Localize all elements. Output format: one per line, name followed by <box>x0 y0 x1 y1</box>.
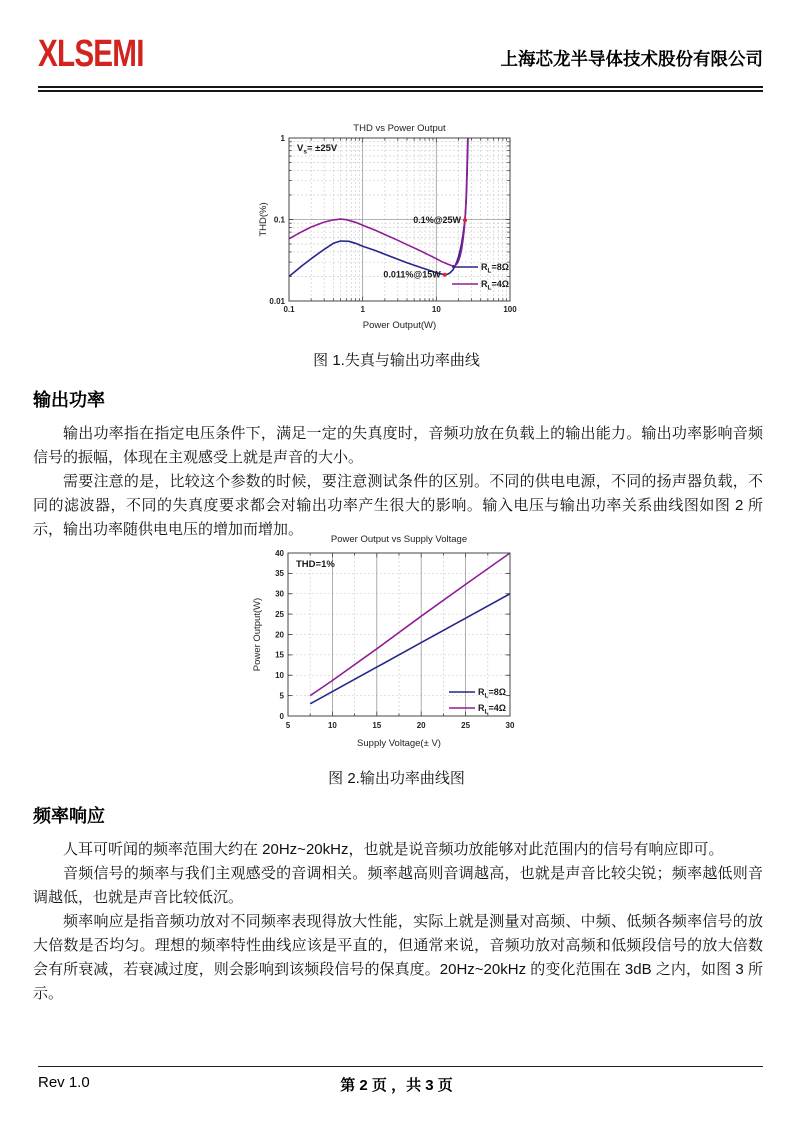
paragraph-frequency-2: 音频信号的频率与我们主观感受的音调相关。频率越高则音调越高，也就是声音比较尖锐；频率越低则音调越低，也就是声音比较低沉。 <box>33 865 763 906</box>
svg-text:1: 1 <box>359 305 365 314</box>
svg-text:0.011%@15W: 0.011%@15W <box>382 269 441 280</box>
svg-text:RL=8Ω: $R_L=8\Omega$ <box>477 687 506 700</box>
svg-text:THD vs Power Output: THD vs Power Output <box>352 123 446 134</box>
svg-text:0.1: 0.1 <box>273 215 285 225</box>
svg-text:RL=8Ω: $R_L=8\Omega$ <box>480 262 509 275</box>
svg-text:15: 15 <box>371 721 381 730</box>
svg-text:30: 30 <box>274 589 284 599</box>
figure-1 <box>0 118 793 370</box>
figure2-caption: 图 2.输出功率曲线图 <box>328 770 465 787</box>
footer-page-number: 第 2 页 ，共 3 页 <box>340 1077 453 1094</box>
footer-revision: Rev 1.0 <box>38 1074 90 1091</box>
svg-text:15: 15 <box>274 650 284 660</box>
paragraph-frequency-1: 人耳可听闻的频率范围大约在 20Hz~20kHz，也就是说音频功放能够对此范围内的信号有响应即可。 <box>63 841 724 858</box>
power-vs-supply-voltage-chart <box>251 528 543 754</box>
paragraph-output-power-1: 输出功率指在指定电压条件下，满足一定的失真度时，音频功放在负载上的输出能力。输出功率影响音频信号的振幅，体现在主观感受上就是声音的大小。 <box>33 425 763 466</box>
svg-text:Power Output(W): Power Output(W) <box>251 597 263 672</box>
section-frequency-response <box>33 802 763 1006</box>
svg-text:THD=1%: THD=1% <box>295 559 335 570</box>
svg-text:20: 20 <box>416 721 426 730</box>
svg-text:0.1: 0.1 <box>282 305 295 314</box>
svg-text:0: 0 <box>279 711 284 721</box>
svg-text:35: 35 <box>274 569 284 579</box>
svg-text:100: 100 <box>502 305 517 314</box>
section-output-power <box>33 386 763 542</box>
svg-text:Power Output vs Supply Voltage: Power Output vs Supply Voltage <box>330 534 467 545</box>
section-heading-frequency-response: 频率响应 <box>33 806 105 826</box>
figure1-caption: 图 1.失真与输出功率曲线 <box>313 352 480 369</box>
svg-text:RL=4Ω: $R_L=4\Omega$ <box>480 279 509 292</box>
paragraph-output-power-2: 需要注意的是，比较这个参数的时候，要注意测试条件的区别。不同的供电电源，不同的扬声器负载，不同的滤波器，不同的失真度要求都会对输出功率产生很大的影响。输入电压与输出功率关系曲线图如图 2 所示，输出功率随供电电压的增加而增加。 <box>33 473 763 538</box>
svg-text:20: 20 <box>274 630 284 640</box>
svg-text:10: 10 <box>327 721 337 730</box>
company-logo: XLSEMI <box>38 33 144 75</box>
svg-text:5: 5 <box>279 691 284 701</box>
svg-text:25: 25 <box>460 721 470 730</box>
footer-rule <box>38 1066 763 1067</box>
svg-text:10: 10 <box>431 305 441 314</box>
page-header <box>38 34 763 74</box>
svg-text:1: 1 <box>280 133 285 143</box>
svg-text:0.1%@25W: 0.1%@25W <box>412 215 461 226</box>
svg-text:0.01: 0.01 <box>268 296 285 306</box>
svg-text:40: 40 <box>274 548 284 558</box>
header-rule <box>38 86 763 92</box>
svg-text:THD(%): THD(%) <box>257 202 269 237</box>
paragraph-frequency-3: 频率响应是指音频功放对不同频率表现得放大性能，实际上就是测量对高频、中频、低频各频率信号的放大倍数是否均匀。理想的频率特性曲线应该是平直的，但通常来说，音频功放对高频和低频段信号的放大倍数会有所衰减，若衰减过度，则会影响到该频段信号的保真度。20Hz~20kHz 的变化范围在 3dB 之内，如图 3 所示。 <box>33 913 763 1002</box>
svg-text:RL=4Ω: $R_L=4\Omega$ <box>477 703 506 716</box>
svg-text:Power Output(W): Power Output(W) <box>362 320 436 331</box>
svg-text:10: 10 <box>274 671 284 681</box>
figure-2 <box>0 528 793 788</box>
svg-text:30: 30 <box>505 721 514 730</box>
svg-text:Supply Voltage(± V): Supply Voltage(± V) <box>356 738 441 749</box>
section-heading-output-power: 输出功率 <box>33 390 105 410</box>
svg-text:Vs= ±25V: $V_s= \pm 25V$ <box>296 143 337 156</box>
svg-text:25: 25 <box>274 609 284 619</box>
company-name: 上海芯龙半导体技术股份有限公司 <box>500 49 763 69</box>
thd-vs-power-output-chart <box>257 118 537 336</box>
svg-text:5: 5 <box>285 721 290 730</box>
